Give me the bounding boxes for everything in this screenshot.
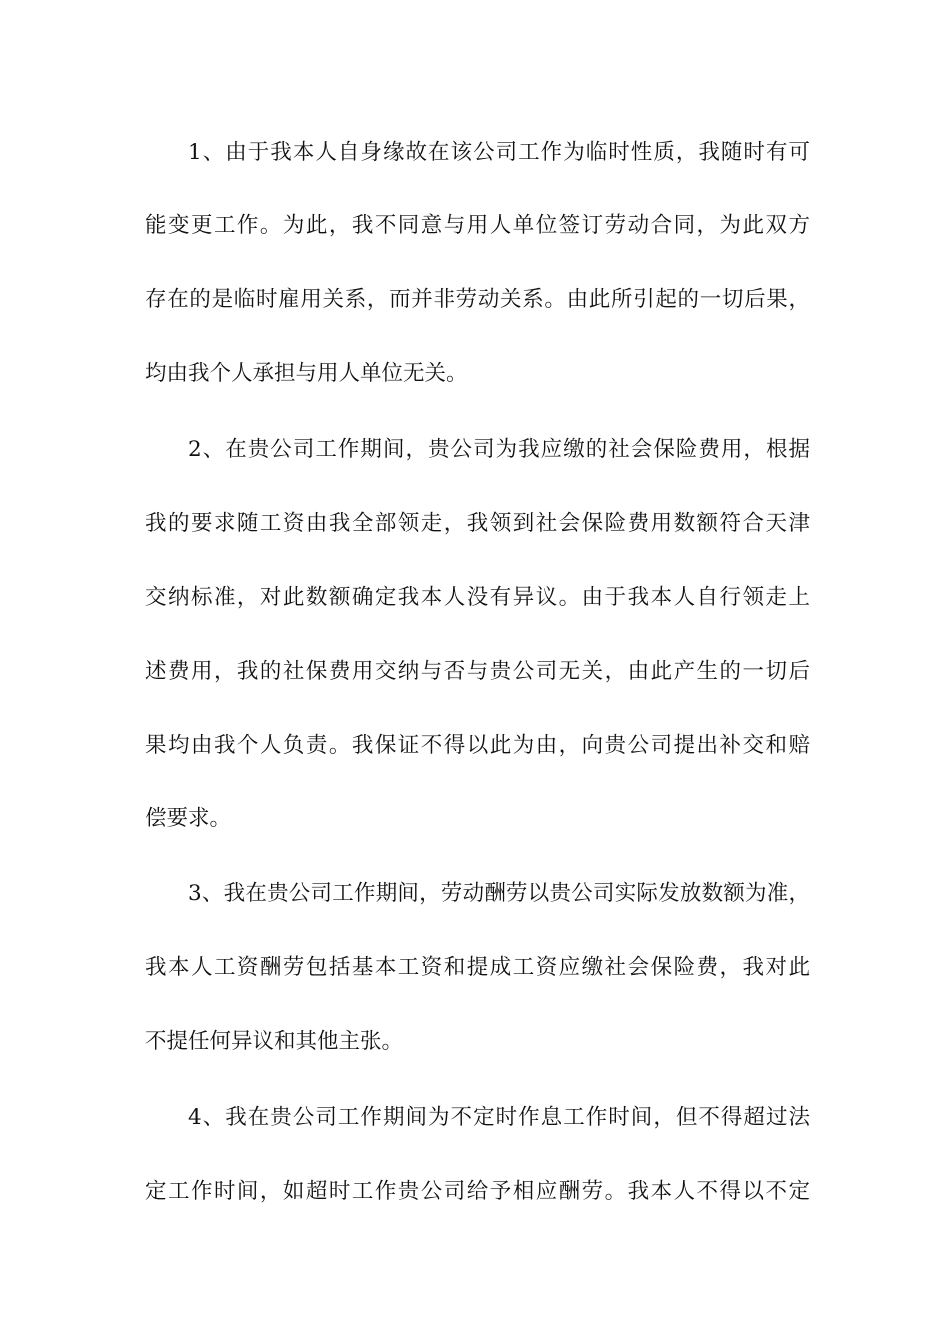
paragraph-1-line-3: 存在的是临时雇用关系，而并非劳动关系。由此所引起的一切后果， [145, 287, 810, 312]
paragraph-2-line-3: 交纳标准，对此数额确定我本人没有异议。由于我本人自行领走上 [145, 585, 810, 610]
paragraph-2-line-2: 我的要求随工资由我全部领走，我领到社会保险费用数额符合天津 [145, 511, 810, 536]
paragraph-1-line-4: 均由我个人承担与用人单位无关。 [145, 361, 468, 386]
paragraph-2-line-4: 述费用，我的社保费用交纳与否与贵公司无关，由此产生的一切后 [145, 659, 810, 684]
paragraph-2-line-6: 偿要求。 [145, 806, 232, 831]
paragraph-1-line-2: 能变更工作。为此，我不同意与用人单位签订劳动合同，为此双方 [145, 213, 810, 238]
paragraph-3-line-3: 不提任何异议和其他主张。 [145, 1029, 404, 1054]
paragraph-3-line-1: 3、我在贵公司工作期间，劳动酬劳以贵公司实际发放数额为准， [188, 881, 810, 906]
paragraph-4-line-2: 定工作时间，如超时工作贵公司给予相应酬劳。我本人不得以不定 [145, 1179, 810, 1204]
paragraph-3-line-2: 我本人工资酬劳包括基本工资和提成工资应缴社会保险费，我对此 [145, 955, 810, 980]
paragraph-1-line-1: 1、由于我本人自身缘故在该公司工作为临时性质，我随时有可 [188, 140, 810, 165]
paragraph-4-line-1: 4、我在贵公司工作期间为不定时作息工作时间，但不得超过法 [188, 1105, 810, 1130]
paragraph-2-line-1: 2、在贵公司工作期间，贵公司为我应缴的社会保险费用，根据 [188, 437, 810, 462]
paragraph-2-line-5: 果均由我个人负责。我保证不得以此为由，向贵公司提出补交和赔 [145, 733, 810, 758]
